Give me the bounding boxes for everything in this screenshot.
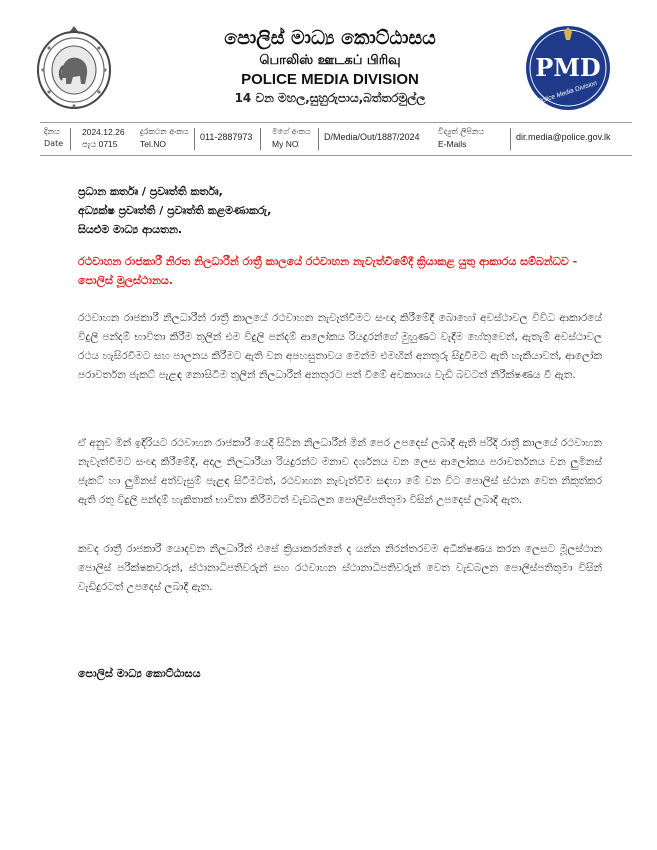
subject-line: රථවාහන රාජකාරී නිරත නිලධාරීන් රාත්‍රී කාලයේ රථවාහන නැවැත්වීමේදී ක්‍රියාකළ යුතු ආකාරය සම්බන්ධව - පොලිස් මූලස්ථානය. xyxy=(78,255,578,287)
tel-value: 011-2887973 xyxy=(200,132,253,142)
myno-label: මගේ අංකය My NO xyxy=(272,127,311,149)
email-value[interactable]: dir.media@police.gov.lk xyxy=(516,132,611,142)
pmd-logo-text: PMD xyxy=(535,53,601,82)
email-label: විද්‍යුත් ලිපිනය E-Mails xyxy=(438,127,485,149)
letterhead-titles xyxy=(150,26,510,107)
title-sinhala: පොලිස් මාධ්‍ය කොට්ඨාසය xyxy=(224,27,436,49)
title-english: POLICE MEDIA DIVISION xyxy=(241,71,419,88)
separator xyxy=(194,128,195,150)
body-paragraph: රථවාහන රාජකාරී නිලධාරීන් රාත්‍රී කාලයේ රථවාහන නැවැත්වීමට සංඥා කිරීමේදී බොහෝ අවස්ථාවල විවිධ ආකාරයේ විදුලි පන්දම් භාවිතා කිරීම තුලින් එම විදුලි පන්දම් ආලෝකය රියදුරන්ගේ මුහුණට වැදීම හේතුවෙන්, ඇතැම් අවස්ථාවල රථය හැසිරවීමට සහ පාලනය කිරීමට ඇති වන අපහසුතාවය මෙන්ම එමඟින් අනතුරු සිදුවීමට ඇති හැකියාවත්, ආලෝක පරාවර්තන ජැකට් පැළඳ නොසිටීම තුලින් නිලධාරීන් අනතුරට පත් වීමේ අවකාශය වැඩි බවටත් නිරීක්ෂණය වී ඇත. xyxy=(78,312,602,381)
date-value xyxy=(82,126,125,152)
signoff: පොලිස් මාධ්‍ය කොට්ඨාසය xyxy=(78,667,201,680)
date-text: 2024.12.26 xyxy=(82,127,125,137)
time-text: පැය 0715 xyxy=(82,139,118,149)
police-emblem-icon xyxy=(33,22,115,110)
tel-label: දුරකථන අංකය Tel.NO xyxy=(140,127,189,149)
separator xyxy=(70,128,71,150)
recipient-line: අධ්‍යක්ෂ ප්‍රවෘත්ති / ප්‍රවෘත්ති කළමණාකරු, xyxy=(78,204,272,217)
body-paragraph: කවද රාත්‍රී රාජකාරී යොදවන නිලධාරීන් එසේ ක්‍රියාකරන්නේ ද යන්න නිරන්තරවම අධීක්ෂණය කරන ලෙසට මූලස්ථාන පොලිස් පරීක්ෂකවරුන්, ස්ථානාධිපතිවරුන් සහ රථවාහන ස්ථානාධිපතිවරුන් වෙත වැඩබලන පොලිස්පතිතුමා විසින් වැඩිදුරටත් උපදෙස් ලබාදී ඇත. xyxy=(78,543,602,593)
address: 14 වන මහල,සුහුරුපාය,බත්තරමුල්ල xyxy=(234,91,426,105)
recipient-line: ප්‍රධාන කර්තෘ / ප්‍රවෘත්ති කර්තෘ, xyxy=(78,185,223,198)
separator xyxy=(260,128,261,150)
myno-value: D/Media/Out/1887/2024 xyxy=(324,132,420,142)
recipient-line: සියළුම මාධ්‍ය ආයතන. xyxy=(78,223,183,236)
separator xyxy=(318,128,319,150)
recipients xyxy=(78,182,598,239)
letterhead xyxy=(0,0,657,118)
pmd-logo-ring-text: Police Media Division xyxy=(537,79,598,106)
pmd-logo-icon xyxy=(524,24,612,112)
separator xyxy=(510,128,511,150)
body-paragraph: ඒ අනුව මින් ඉදිරියට රථවාහන රාජකාරී යෙදී සිටින නිලධාරීන් මින් පෙර උපදෙස් ලබාදී ඇති පරිදි රාත්‍රී කාලයේ රථවාහන නැවැත්වීමට සංඥා කිරීමේදී, අදාල නිලධාරීයා රියදුරන්ට මනාව දර්ශනය වන ලෙස ආලෝකය පරාවර්තනය වන ලුමිනස් ජැකට් හා ලුමිනස් අත්වැසුම් පැළඳ සිටීමටත්, රථවාහන නැවැත්වීම සඳහා මේ වන විට පොලිස් ස්ථාන වෙත නිකුත්කර ඇති රතු විදුලි පන්දම් හැකිතාක් භාවිතා කිරීමටත් වැඩබලන පොලිස්පතිතුමා විසින් උපදෙස් ලබාදී ඇත. xyxy=(78,437,602,506)
contact-bar xyxy=(40,122,632,156)
date-label: දිනය Date xyxy=(44,127,64,148)
title-tamil: பொலிஸ் ஊடகப் பிரிவு xyxy=(259,53,401,68)
